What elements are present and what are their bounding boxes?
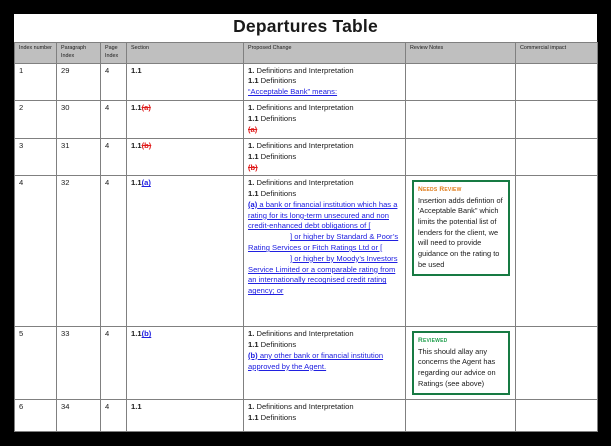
column-header-index-number: Index number bbox=[15, 43, 57, 64]
review-note-body: Insertion adds defintion of 'Acceptable Bank" which limits the potential list of lenders for the client, we will need to provide guidance on the rating to be used bbox=[418, 195, 503, 269]
column-header-proposed-change: Proposed Change bbox=[244, 43, 406, 64]
change-line-1-number: 1. bbox=[248, 178, 255, 188]
cell-review-notes bbox=[406, 63, 516, 100]
change-line-1 bbox=[248, 402, 402, 413]
change-line-1-number: 1. bbox=[248, 329, 255, 339]
review-note-body: This should allay any concerns the Agent has regarding our advice on Ratings (see above) bbox=[418, 346, 496, 388]
change-line-2-number: 1.1 bbox=[248, 76, 259, 86]
change-line-2-number: 1.1 bbox=[248, 340, 259, 350]
cell-proposed-change bbox=[244, 400, 406, 432]
cell-page-index: 4 bbox=[101, 400, 127, 432]
change-line-1 bbox=[248, 329, 402, 340]
review-status-badge: Needs Review bbox=[418, 186, 462, 194]
cell-index-number: 2 bbox=[15, 101, 57, 139]
cell-commercial-impact bbox=[516, 176, 598, 327]
change-line-2 bbox=[248, 76, 402, 87]
change-line-2-number: 1.1 bbox=[248, 189, 259, 199]
table-header bbox=[15, 43, 598, 64]
table-row bbox=[15, 400, 598, 432]
cell-section bbox=[127, 327, 244, 400]
cell-page-index: 4 bbox=[101, 63, 127, 100]
section-suffix-inserted: (a) bbox=[141, 178, 151, 188]
review-status-badge: Reviewed bbox=[418, 337, 448, 345]
section-suffix-deleted: (b) bbox=[141, 141, 152, 150]
change-line-1-text: Definitions and Interpretation bbox=[254, 65, 354, 75]
cell-proposed-change bbox=[244, 63, 406, 100]
cell-proposed-change bbox=[244, 139, 406, 176]
cell-section bbox=[127, 101, 244, 139]
insertion-lead-label: (a) bbox=[248, 199, 258, 209]
change-line-2 bbox=[248, 189, 402, 200]
cell-paragraph-index: 34 bbox=[57, 400, 101, 432]
change-line-3-deletion: (b) bbox=[248, 162, 258, 172]
column-header-section: Section bbox=[127, 43, 244, 64]
change-line-2 bbox=[248, 340, 402, 351]
cell-index-number: 1 bbox=[15, 63, 57, 100]
change-line-2-number: 1.1 bbox=[248, 151, 259, 161]
document-page bbox=[14, 14, 597, 432]
table-row bbox=[15, 176, 598, 327]
cell-section bbox=[127, 400, 244, 432]
table-row bbox=[15, 139, 598, 176]
cell-section bbox=[127, 63, 244, 100]
column-header-review-notes: Review Notes bbox=[406, 43, 516, 64]
departures-table bbox=[14, 42, 598, 432]
change-line-2-text: Definitions bbox=[258, 151, 297, 161]
section-suffix-deleted: (a) bbox=[141, 103, 151, 112]
section-base: 1.1 bbox=[131, 103, 142, 112]
change-line-2 bbox=[248, 114, 402, 125]
cell-review-notes bbox=[406, 327, 516, 400]
cell-proposed-change bbox=[244, 101, 406, 139]
column-header-page-index: Page Index bbox=[101, 43, 127, 64]
change-line-1-text: Definitions and Interpretation bbox=[254, 103, 354, 112]
change-line-1 bbox=[248, 66, 402, 77]
review-note-callout bbox=[412, 331, 510, 395]
table-row bbox=[15, 63, 598, 100]
change-line-1-text: Definitions and Interpretation bbox=[254, 329, 354, 339]
cell-proposed-change bbox=[244, 176, 406, 327]
section-base: 1.1 bbox=[131, 329, 142, 339]
insertion-text-c: ] or higher by Moody’s Investors Service Limited or a comparable rating from an internationally recognised credit rating agency; or bbox=[248, 253, 398, 296]
change-line-2-text: Definitions bbox=[258, 413, 297, 423]
change-line-3-deletion: (a) bbox=[248, 124, 258, 134]
change-line-2 bbox=[248, 413, 402, 424]
change-line-1-number: 1. bbox=[248, 402, 255, 412]
change-line-2-number: 1.1 bbox=[248, 413, 259, 423]
cell-section bbox=[127, 176, 244, 327]
change-line-1 bbox=[248, 178, 402, 189]
table-header-row bbox=[15, 43, 598, 64]
change-line-3-insertion bbox=[248, 200, 402, 297]
change-line-1-number: 1. bbox=[248, 103, 255, 112]
cell-page-index: 4 bbox=[101, 101, 127, 139]
review-note-callout bbox=[412, 180, 510, 276]
cell-paragraph-index: 29 bbox=[57, 63, 101, 100]
cell-index-number: 5 bbox=[15, 327, 57, 400]
change-line-2-text: Definitions bbox=[258, 76, 297, 86]
cell-paragraph-index: 31 bbox=[57, 139, 101, 176]
insertion-text-a: a bank or financial institution which has a rating for its long-term unsecured and non credit-enhanced debt obligations of [ bbox=[248, 199, 398, 231]
column-header-commercial-impact: Commercial impact bbox=[516, 43, 598, 64]
change-line-1 bbox=[248, 103, 402, 114]
cell-commercial-impact bbox=[516, 101, 598, 139]
table-row bbox=[15, 327, 598, 400]
column-header-paragraph-index: Paragraph Index bbox=[57, 43, 101, 64]
cell-paragraph-index: 32 bbox=[57, 176, 101, 327]
insertion-text-b: ] or higher by Standard & Poor’s Rating Services or Fitch Ratings Ltd or [ bbox=[248, 232, 399, 253]
cell-review-notes bbox=[406, 176, 516, 327]
cell-commercial-impact bbox=[516, 139, 598, 176]
cell-review-notes bbox=[406, 139, 516, 176]
insertion-lead-label: (b) bbox=[248, 350, 258, 360]
change-line-1-text: Definitions and Interpretation bbox=[254, 402, 354, 412]
cell-page-index: 4 bbox=[101, 176, 127, 327]
change-line-1-number: 1. bbox=[248, 65, 255, 75]
cell-index-number: 4 bbox=[15, 176, 57, 327]
cell-review-notes bbox=[406, 400, 516, 432]
cell-section bbox=[127, 139, 244, 176]
change-line-1 bbox=[248, 141, 402, 152]
table-row bbox=[15, 101, 598, 139]
insertion-text-a: any other bank or financial institution approved by the Agent. bbox=[248, 350, 384, 371]
change-line-3-insertion: “Acceptable Bank” means: bbox=[248, 87, 338, 97]
section-base: 1.1 bbox=[131, 65, 142, 75]
cell-index-number: 3 bbox=[15, 139, 57, 176]
change-line-2-text: Definitions bbox=[258, 340, 297, 350]
page-title: Departures Table bbox=[233, 16, 378, 36]
change-line-2-text: Definitions bbox=[258, 113, 297, 123]
section-base: 1.1 bbox=[131, 141, 142, 150]
change-line-1-text: Definitions and Interpretation bbox=[254, 141, 354, 150]
cell-paragraph-index: 30 bbox=[57, 101, 101, 139]
cell-page-index: 4 bbox=[101, 139, 127, 176]
change-line-2 bbox=[248, 152, 402, 163]
change-line-2-text: Definitions bbox=[258, 189, 297, 199]
cell-commercial-impact bbox=[516, 327, 598, 400]
cell-index-number: 6 bbox=[15, 400, 57, 432]
table-body bbox=[15, 63, 598, 432]
cell-commercial-impact bbox=[516, 63, 598, 100]
section-base: 1.1 bbox=[131, 402, 142, 412]
cell-paragraph-index: 33 bbox=[57, 327, 101, 400]
section-suffix-inserted: (b) bbox=[141, 329, 152, 339]
change-line-1-text: Definitions and Interpretation bbox=[254, 178, 354, 188]
change-line-3-insertion bbox=[248, 351, 402, 373]
cell-page-index: 4 bbox=[101, 327, 127, 400]
cell-review-notes bbox=[406, 101, 516, 139]
section-base: 1.1 bbox=[131, 178, 142, 188]
change-line-2-number: 1.1 bbox=[248, 113, 259, 123]
change-line-1-number: 1. bbox=[248, 141, 255, 150]
cell-proposed-change bbox=[244, 327, 406, 400]
cell-commercial-impact bbox=[516, 400, 598, 432]
